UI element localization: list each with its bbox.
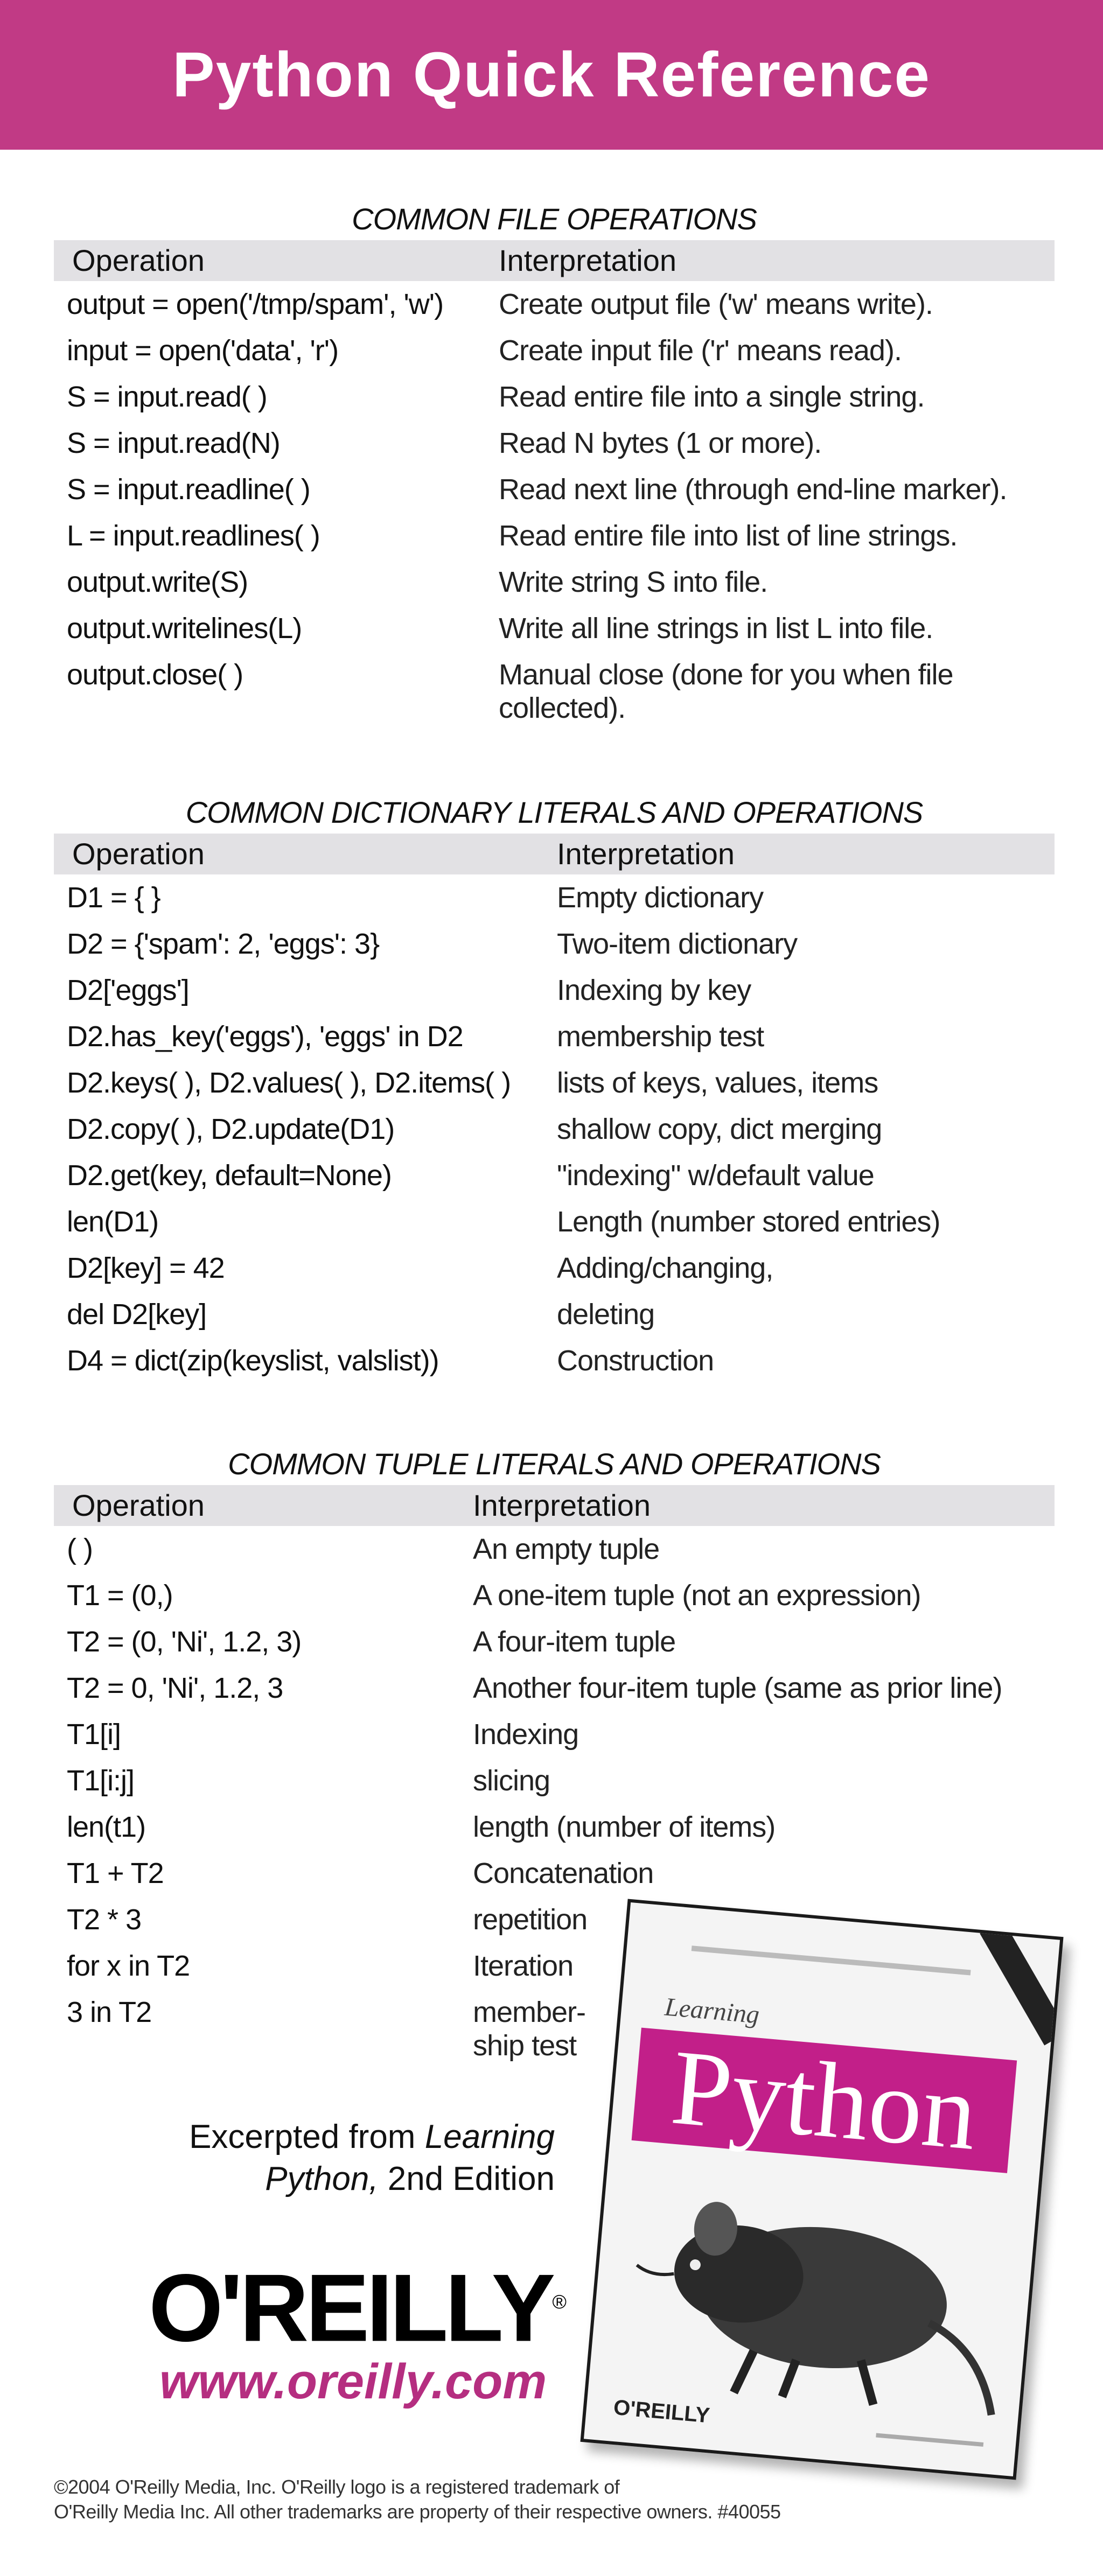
header-banner	[0, 0, 1103, 150]
interpretation-cell: Concatenation	[473, 1857, 654, 1889]
interpretation-cell: Iteration	[473, 1950, 574, 1982]
interpretation-cell: repetition	[473, 1903, 588, 1936]
operation-cell: T1[i]	[67, 1718, 121, 1751]
cover-author-line	[876, 2433, 983, 2447]
interpretation-cell: deleting	[557, 1298, 655, 1331]
operation-cell: D2.copy( ), D2.update(D1)	[67, 1113, 395, 1145]
table-row	[54, 921, 1055, 967]
operation-cell: D2['eggs']	[67, 974, 189, 1006]
operation-cell: output.writelines(L)	[67, 612, 302, 645]
operation-cell: S = input.readline( )	[67, 473, 310, 506]
interpretation-cell: Another four-item tuple (same as prior line)	[473, 1672, 1002, 1704]
interpretation-cell: slicing	[473, 1765, 550, 1797]
table-row	[54, 513, 1055, 559]
table-row	[54, 652, 1055, 722]
rat-illustration	[620, 2157, 1017, 2426]
table-row	[54, 1804, 1055, 1850]
logo-text: O'REILLY	[149, 2254, 553, 2362]
table-row	[54, 1526, 1055, 1572]
column-header-interpretation: Interpretation	[499, 243, 676, 277]
table-row	[54, 967, 1055, 1013]
interpretation-cell: A one-item tuple (not an expression)	[473, 1579, 921, 1612]
table-row	[54, 1291, 1055, 1338]
column-header-operation: Operation	[72, 1488, 205, 1522]
table-row	[54, 1106, 1055, 1152]
section-title: COMMON FILE OPERATIONS	[352, 202, 757, 236]
table-row	[54, 281, 1055, 327]
operation-cell: len(t1)	[67, 1811, 146, 1843]
table-row	[54, 1619, 1055, 1665]
interpretation-cell: member-ship test	[473, 1996, 586, 2062]
interpretation-cell: membership test	[557, 1020, 764, 1053]
interpretation-cell: Read entire file into list of line strings.	[499, 520, 958, 552]
operation-cell: D2.has_key('eggs'), 'eggs' in D2	[67, 1020, 463, 1053]
table-header	[54, 240, 1055, 281]
operation-cell: 3 in T2	[67, 1996, 152, 2028]
operation-cell: T1 + T2	[67, 1857, 164, 1889]
excerpt-book-title: Learning Python,	[265, 2118, 555, 2197]
excerpt-prefix: Excerpted from	[189, 2118, 425, 2155]
registered-mark: ®	[552, 2291, 567, 2313]
interpretation-cell: length (number of items)	[473, 1811, 776, 1843]
section-title: COMMON DICTIONARY LITERALS AND OPERATIONS	[185, 795, 923, 829]
interpretation-cell: Indexing by key	[557, 974, 751, 1006]
interpretation-cell: Empty dictionary	[557, 881, 764, 914]
interpretation-cell: Adding/changing,	[557, 1252, 773, 1284]
operation-cell: T2 = 0, 'Ni', 1.2, 3	[67, 1672, 283, 1704]
table-row	[54, 1850, 1055, 1896]
operation-cell: D2.get(key, default=None)	[67, 1159, 392, 1192]
operation-cell: output.close( )	[67, 659, 243, 691]
operation-cell: D2[key] = 42	[67, 1252, 225, 1284]
table-row	[54, 1245, 1055, 1291]
table-body	[54, 281, 1055, 722]
interpretation-cell: "indexing" w/default value	[557, 1159, 874, 1192]
excerpt-note	[129, 2116, 555, 2200]
footer-line-1: ©2004 O'Reilly Media, Inc. O'Reilly logo is a registered trademark of	[54, 2476, 620, 2498]
operation-cell: D2.keys( ), D2.values( ), D2.items( )	[67, 1067, 511, 1099]
operation-cell: D1 = { }	[67, 881, 160, 914]
interpretation-cell: Indexing	[473, 1718, 579, 1751]
interpretation-cell: shallow copy, dict merging	[557, 1113, 882, 1145]
excerpt-suffix: 2nd Edition	[378, 2160, 555, 2197]
operation-cell: S = input.read( )	[67, 381, 267, 413]
operation-cell: T1 = (0,)	[67, 1579, 173, 1612]
interpretation-cell: Length (number stored entries)	[557, 1206, 940, 1238]
table-row	[54, 466, 1055, 513]
cover-title: Python	[667, 2027, 982, 2173]
table-row	[54, 559, 1055, 605]
copyright-footer	[54, 2475, 969, 2524]
table-row	[54, 1013, 1055, 1060]
operation-cell: D2 = {'spam': 2, 'eggs': 3}	[67, 928, 380, 960]
operation-cell: output = open('/tmp/spam', 'w')	[67, 288, 444, 320]
interpretation-cell: Create input file ('r' means read).	[499, 334, 902, 367]
table-row	[54, 327, 1055, 374]
table-row	[54, 1711, 1055, 1758]
operation-cell: L = input.readlines( )	[67, 520, 320, 552]
operation-cell: output.write(S)	[67, 566, 248, 598]
footer-line-2: O'Reilly Media Inc. All other trademarks are property of their respective owners. #40055	[54, 2501, 781, 2523]
table-row	[54, 874, 1055, 921]
operation-cell: T2 * 3	[67, 1903, 142, 1936]
section-title: COMMON TUPLE LITERALS AND OPERATIONS	[228, 1447, 881, 1481]
column-header-operation: Operation	[72, 243, 205, 277]
operation-cell: T1[i:j]	[67, 1765, 135, 1797]
file-operations-section	[54, 200, 1055, 722]
table-row	[54, 1199, 1055, 1245]
column-header-operation: Operation	[72, 837, 205, 871]
operation-cell: D4 = dict(zip(keyslist, valslist))	[67, 1345, 439, 1377]
cover-corner-banner	[980, 1920, 1063, 2046]
website-url[interactable]: www.oreilly.com	[159, 2354, 547, 2409]
cover-series: Learning	[664, 1992, 761, 2029]
book-cover-image	[580, 1899, 1063, 2480]
table-row	[54, 1572, 1055, 1619]
operation-cell: S = input.read(N)	[67, 427, 280, 459]
table-row	[54, 1152, 1055, 1199]
table-header	[54, 1485, 1055, 1526]
table-header	[54, 834, 1055, 874]
operation-cell: ( )	[67, 1533, 93, 1565]
interpretation-cell: A four-item tuple	[473, 1626, 676, 1658]
interpretation-cell: Create output file ('w' means write).	[499, 288, 933, 320]
table-row	[54, 605, 1055, 652]
cover-publisher: O'REILLY	[612, 2395, 711, 2428]
interpretation-cell: lists of keys, values, items	[557, 1067, 878, 1099]
operation-cell: len(D1)	[67, 1206, 159, 1238]
interpretation-cell: Manual close (done for you when file collected).	[499, 659, 953, 724]
interpretation-cell: Read N bytes (1 or more).	[499, 427, 822, 459]
table-row	[54, 420, 1055, 466]
dictionary-operations-section	[54, 794, 1055, 1384]
oreilly-logo	[149, 2254, 567, 2362]
operation-cell: T2 = (0, 'Ni', 1.2, 3)	[67, 1626, 302, 1658]
interpretation-cell: Two-item dictionary	[557, 928, 798, 960]
interpretation-cell: Write all line strings in list L into file.	[499, 612, 933, 645]
table-row	[54, 1758, 1055, 1804]
interpretation-cell: Read entire file into a single string.	[499, 381, 925, 413]
column-header-interpretation: Interpretation	[473, 1488, 651, 1522]
interpretation-cell: Construction	[557, 1345, 714, 1377]
cover-title-band	[632, 2028, 1017, 2173]
interpretation-cell: Write string S into file.	[499, 566, 768, 598]
operation-cell: input = open('data', 'r')	[67, 334, 339, 367]
column-header-interpretation: Interpretation	[557, 837, 735, 871]
table-row	[54, 1665, 1055, 1711]
table-row	[54, 374, 1055, 420]
operation-cell: for x in T2	[67, 1950, 190, 1982]
operation-cell: del D2[key]	[67, 1298, 207, 1331]
table-row	[54, 1338, 1055, 1384]
table-row	[54, 1060, 1055, 1106]
interpretation-cell: An empty tuple	[473, 1533, 660, 1565]
interpretation-cell: Read next line (through end-line marker).	[499, 473, 1007, 506]
page-title: Python Quick Reference	[172, 39, 931, 110]
table-body	[54, 874, 1055, 1384]
cover-top-strip	[692, 1945, 971, 1975]
